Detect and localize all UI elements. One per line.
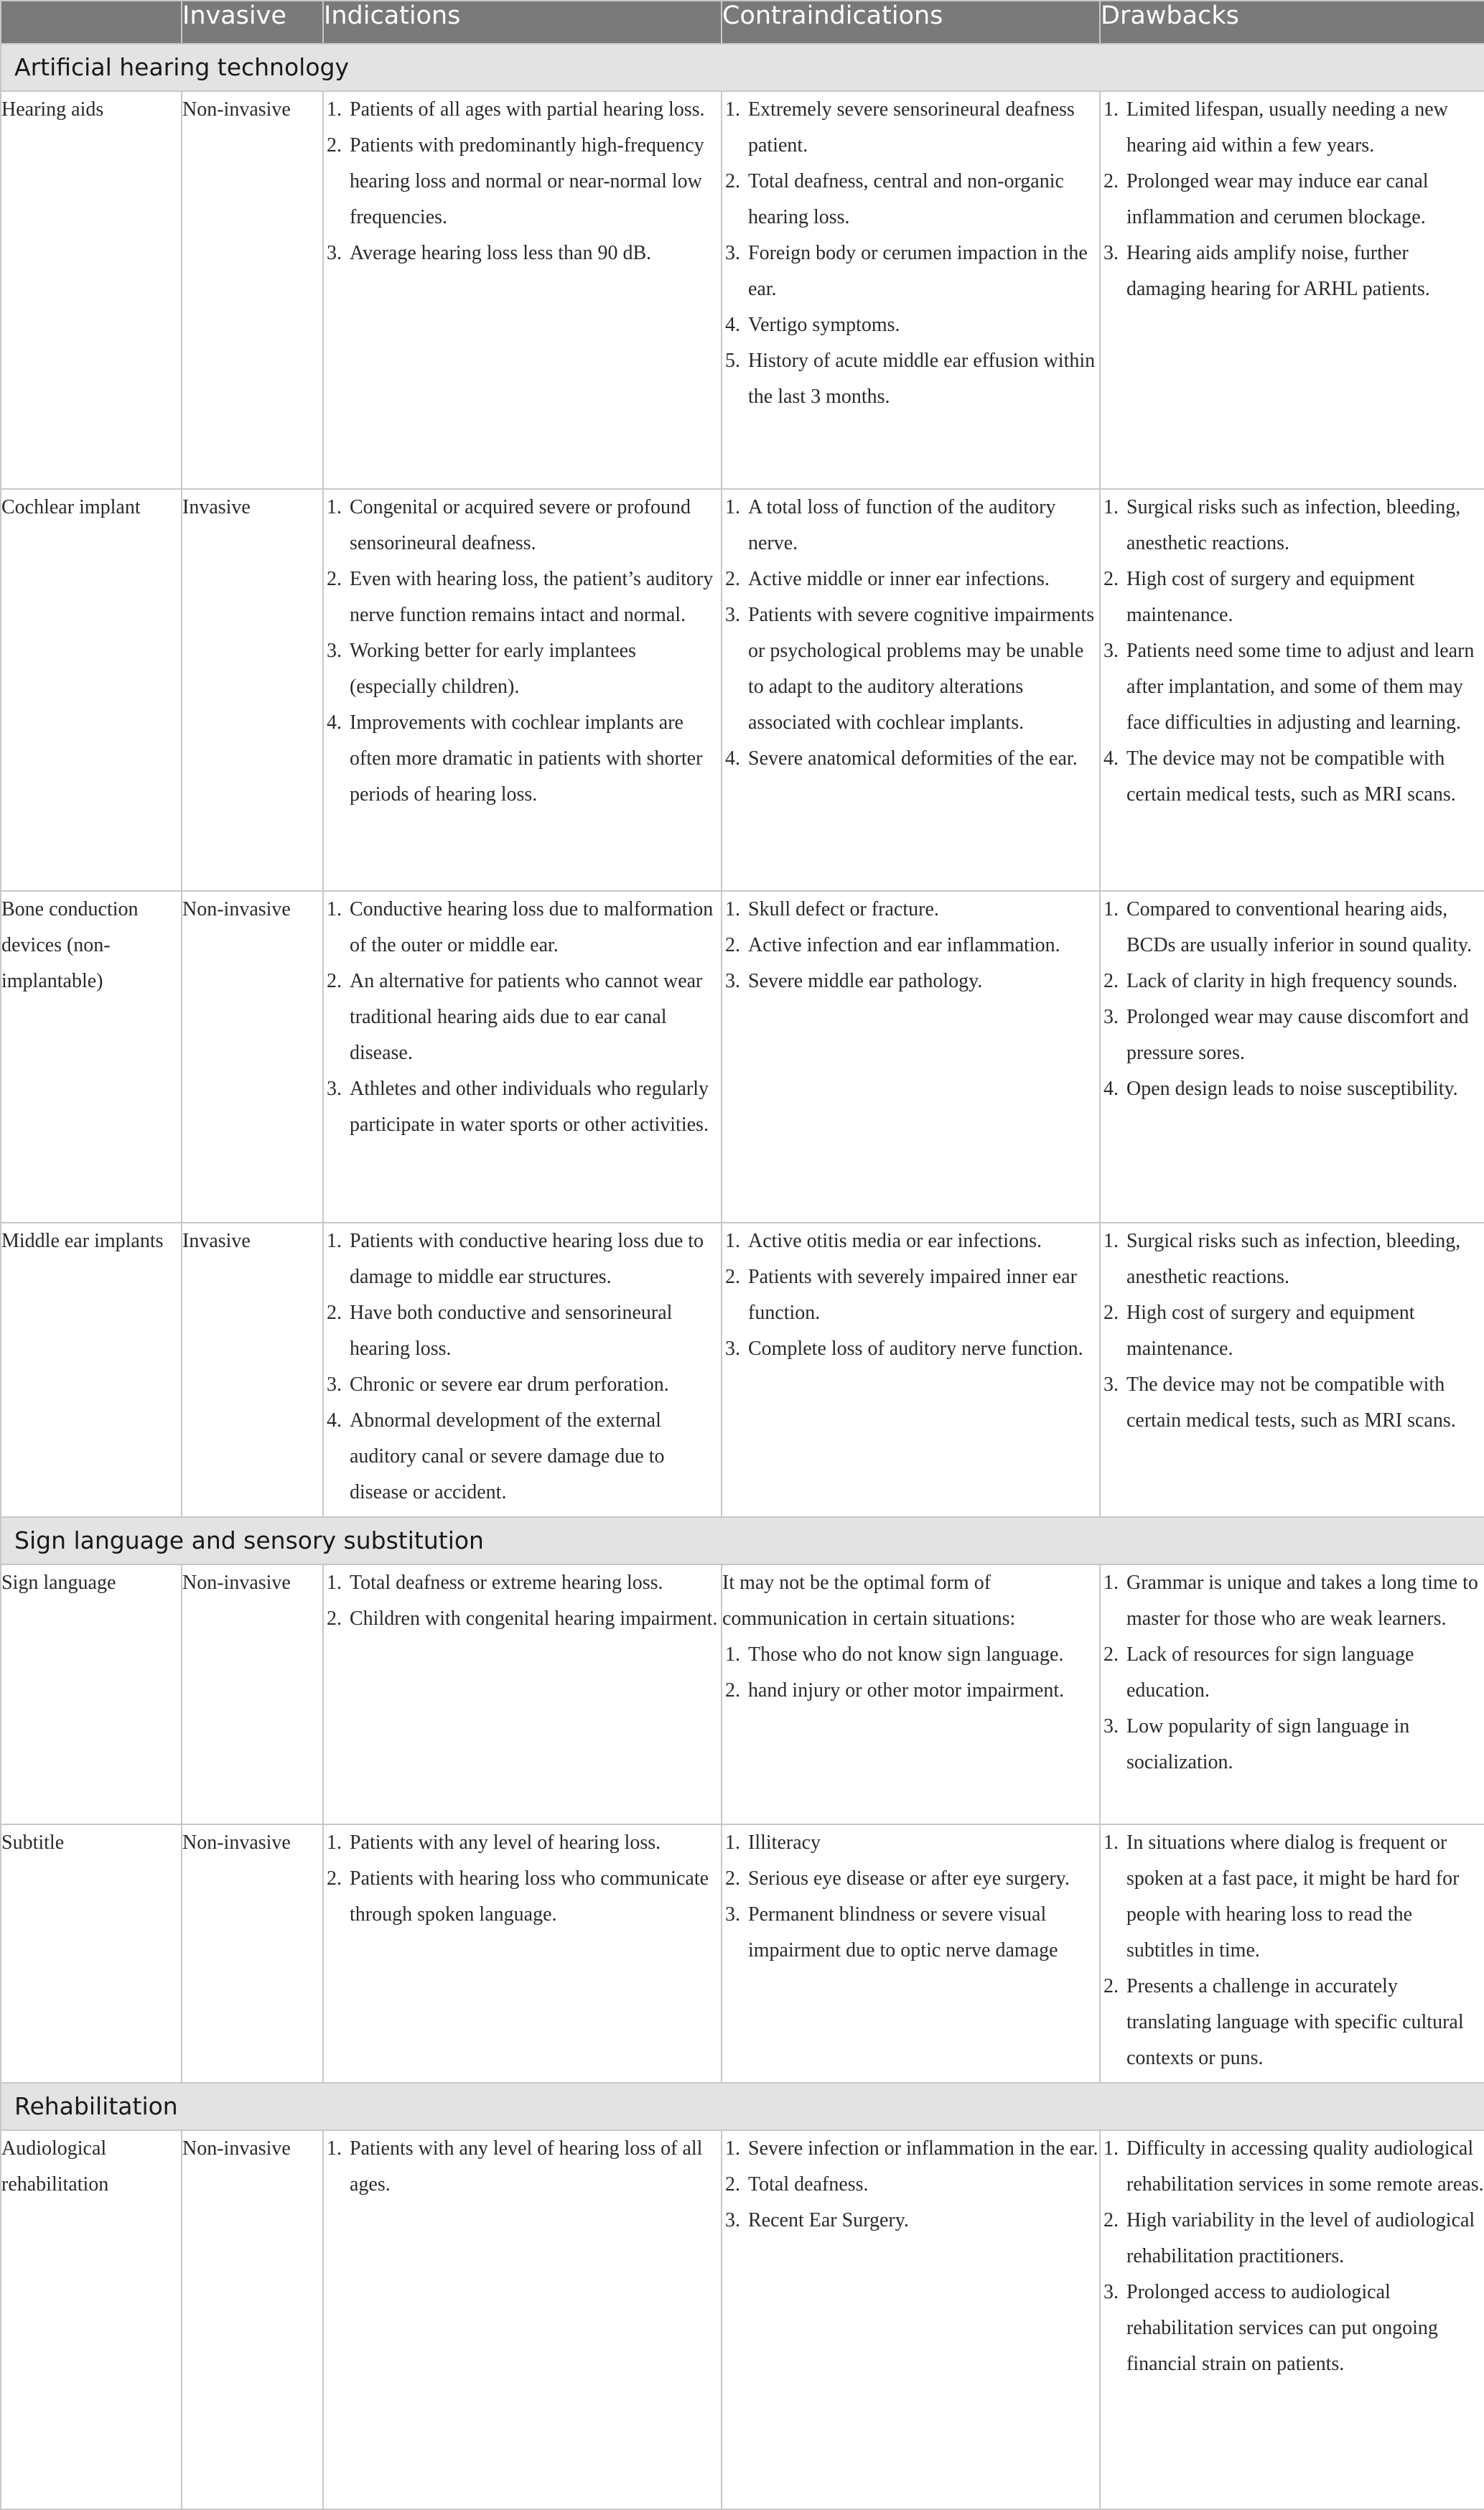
drawbacks-cell <box>1100 1223 1484 1517</box>
contraindication-item: 1. Those who do not know sign language. <box>745 1637 1099 1673</box>
drawback-item-list <box>1101 2131 1484 2382</box>
indication-item-list <box>324 2131 721 2203</box>
indication-item-list <box>324 1223 721 1511</box>
contraindication-item: 3. Permanent blindness or severe visual impairment due to optic nerve damage <box>745 1897 1099 1969</box>
technology-name: Cochlear implant <box>1 489 182 891</box>
technology-name: Bone conduction devices (non-implantable) <box>1 891 182 1223</box>
section-row <box>1 2083 1484 2130</box>
indication-item: 2. Children with congenital hearing impairment. <box>347 1601 721 1637</box>
header-invasive: Invasive <box>182 1 323 44</box>
indication-item: 2. Patients with hearing loss who communicate through spoken language. <box>347 1861 721 1933</box>
drawback-item: 3. Patients need some time to adjust and learn after implantation, and some of them may face difficulties in adjusting and learning. <box>1124 633 1484 741</box>
invasive-value: Non-invasive <box>182 1824 323 2083</box>
contraindications-intro: It may not be the optimal form of communication in certain situations: <box>722 1572 1016 1630</box>
drawback-item: 3. Low popularity of sign language in socialization. <box>1124 1709 1484 1781</box>
drawback-item: 4. Open design leads to noise susceptibility. <box>1124 1071 1484 1107</box>
indications-cell <box>323 91 722 489</box>
contraindication-item: 3. Complete loss of auditory nerve function. <box>745 1331 1099 1367</box>
drawback-item: 3. Prolonged access to audiological rehabilitation services can put ongoing financial strain on patients. <box>1124 2275 1484 2382</box>
contraindications-cell <box>722 891 1100 1223</box>
drawbacks-cell <box>1100 2130 1484 2509</box>
indication-item: 1. Patients with conductive hearing loss due to damage to middle ear structures. <box>347 1223 721 1295</box>
header-drawbacks: Drawbacks <box>1100 1 1484 44</box>
indications-cell <box>323 2130 722 2509</box>
indication-item: 1. Conductive hearing loss due to malformation of the outer or middle ear. <box>347 892 721 964</box>
contraindication-item-list <box>722 1223 1099 1367</box>
drawback-item: 2. High cost of surgery and equipment maintenance. <box>1124 1295 1484 1367</box>
contraindication-item: 2. Total deafness. <box>745 2167 1099 2203</box>
section-row <box>1 44 1484 91</box>
invasive-value: Non-invasive <box>182 891 323 1223</box>
indication-item: 1. Congenital or acquired severe or profound sensorineural deafness. <box>347 490 721 561</box>
contraindications-cell <box>722 2130 1100 2509</box>
indication-item: 3. Chronic or severe ear drum perforation. <box>347 1367 721 1403</box>
table-row <box>1 489 1484 891</box>
indication-item-list <box>324 92 721 271</box>
drawback-item: 3. Hearing aids amplify noise, further damaging hearing for ARHL patients. <box>1124 235 1484 307</box>
drawback-item: 4. The device may not be compatible with certain medical tests, such as MRI scans. <box>1124 741 1484 813</box>
drawback-item-list <box>1101 892 1484 1107</box>
contraindication-item-list <box>722 2131 1099 2239</box>
technology-name: Subtitle <box>1 1824 182 2083</box>
drawback-item: 3. Prolonged wear may cause discomfort and pressure sores. <box>1124 999 1484 1071</box>
contraindication-item: 1. Active otitis media or ear infections. <box>745 1223 1099 1259</box>
indication-item: 1. Patients with any level of hearing loss. <box>347 1825 721 1861</box>
drawback-item-list <box>1101 1825 1484 2076</box>
section-title: Sign language and sensory substitution <box>1 1517 1484 1564</box>
section-title: Rehabilitation <box>1 2083 1484 2130</box>
indication-item: 4. Improvements with cochlear implants are often more dramatic in patients with shorter periods of hearing loss. <box>347 705 721 813</box>
indication-item-list <box>324 892 721 1143</box>
invasive-value: Invasive <box>182 1223 323 1517</box>
indication-item: 4. Abnormal development of the external auditory canal or severe damage due to disease or accident. <box>347 1403 721 1511</box>
table-row <box>1 2130 1484 2509</box>
contraindication-item: 3. Foreign body or cerumen impaction in the ear. <box>745 235 1099 307</box>
indication-item: 1. Total deafness or extreme hearing loss. <box>347 1565 721 1601</box>
drawback-item: 1. Surgical risks such as infection, bleeding, anesthetic reactions. <box>1124 490 1484 561</box>
indication-item: 2. Have both conductive and sensorineural hearing loss. <box>347 1295 721 1367</box>
contraindication-item: 2. Patients with severely impaired inner ear function. <box>745 1259 1099 1331</box>
drawbacks-cell <box>1100 91 1484 489</box>
table-row <box>1 1564 1484 1824</box>
contraindication-item: 2. Active infection and ear inflammation. <box>745 928 1099 964</box>
indications-cell <box>323 489 722 891</box>
indications-cell <box>323 1223 722 1517</box>
drawback-item: 2. Lack of resources for sign language education. <box>1124 1637 1484 1709</box>
table-row <box>1 1824 1484 2083</box>
contraindication-item-list <box>722 892 1099 999</box>
drawback-item: 2. High cost of surgery and equipment maintenance. <box>1124 561 1484 633</box>
indication-item: 2. An alternative for patients who cannot wear traditional hearing aids due to ear canal disease. <box>347 964 721 1071</box>
indications-cell <box>323 1824 722 2083</box>
contraindications-cell <box>722 1564 1100 1824</box>
technology-name: Hearing aids <box>1 91 182 489</box>
header-technology <box>1 1 182 44</box>
drawback-item: 3. The device may not be compatible with certain medical tests, such as MRI scans. <box>1124 1367 1484 1439</box>
contraindication-item: 5. History of acute middle ear effusion within the last 3 months. <box>745 343 1099 415</box>
contraindication-item: 1. Illiteracy <box>745 1825 1099 1861</box>
table-header <box>1 1 1484 44</box>
contraindication-item-list <box>722 490 1099 777</box>
drawbacks-cell <box>1100 891 1484 1223</box>
indication-item-list <box>324 490 721 813</box>
table-row <box>1 1223 1484 1517</box>
contraindications-cell <box>722 91 1100 489</box>
contraindication-item: 2. Active middle or inner ear infections. <box>745 561 1099 597</box>
indication-item: 2. Even with hearing loss, the patient’s auditory nerve function remains intact and normal. <box>347 561 721 633</box>
drawback-item: 1. Surgical risks such as infection, bleeding, anesthetic reactions. <box>1124 1223 1484 1295</box>
contraindication-item: 3. Patients with severe cognitive impairments or psychological problems may be unable to adapt to the auditory alterations associated with cochlear implants. <box>745 597 1099 741</box>
contraindication-item: 3. Recent Ear Surgery. <box>745 2203 1099 2239</box>
drawbacks-cell <box>1100 489 1484 891</box>
contraindications-cell <box>722 1223 1100 1517</box>
drawbacks-cell <box>1100 1824 1484 2083</box>
indication-item: 3. Working better for early implantees (especially children). <box>347 633 721 705</box>
indication-item: 3. Average hearing loss less than 90 dB. <box>347 235 721 271</box>
indications-cell <box>323 1564 722 1824</box>
drawback-item: 2. Lack of clarity in high frequency sounds. <box>1124 964 1484 999</box>
table-body <box>1 44 1484 2509</box>
drawback-item: 1. Difficulty in accessing quality audiological rehabilitation services in some remote areas. <box>1124 2131 1484 2203</box>
contraindication-item-list <box>722 92 1099 415</box>
drawback-item: 1. Limited lifespan, usually needing a new hearing aid within a few years. <box>1124 92 1484 164</box>
contraindications-cell <box>722 1824 1100 2083</box>
drawback-item: 2. Presents a challenge in accurately translating language with specific cultural contexts or puns. <box>1124 1969 1484 2076</box>
contraindication-item: 3. Severe middle ear pathology. <box>745 964 1099 999</box>
contraindications-cell <box>722 489 1100 891</box>
technology-name: Sign language <box>1 1564 182 1824</box>
drawbacks-cell <box>1100 1564 1484 1824</box>
header-indications: Indications <box>323 1 722 44</box>
invasive-value: Non-invasive <box>182 1564 323 1824</box>
contraindication-item-list <box>722 1637 1099 1709</box>
table-row <box>1 91 1484 489</box>
section-title: Artificial hearing technology <box>1 44 1484 91</box>
indication-item-list <box>324 1565 721 1637</box>
technology-name: Audiological rehabilitation <box>1 2130 182 2509</box>
drawback-item: 2. High variability in the level of audiological rehabilitation practitioners. <box>1124 2203 1484 2275</box>
indications-cell <box>323 891 722 1223</box>
contraindication-item: 1. A total loss of function of the auditory nerve. <box>745 490 1099 561</box>
invasive-value: Invasive <box>182 489 323 891</box>
contraindication-item: 2. Total deafness, central and non-organic hearing loss. <box>745 164 1099 235</box>
indication-item: 1. Patients of all ages with partial hearing loss. <box>347 92 721 128</box>
contraindication-item: 4. Vertigo symptoms. <box>745 307 1099 343</box>
contraindication-item: 1. Extremely severe sensorineural deafness patient. <box>745 92 1099 164</box>
drawback-item: 2. Prolonged wear may induce ear canal inflammation and cerumen blockage. <box>1124 164 1484 235</box>
drawback-item-list <box>1101 1223 1484 1439</box>
contraindication-item-list <box>722 1825 1099 1969</box>
invasive-value: Non-invasive <box>182 2130 323 2509</box>
drawback-item: 1. Grammar is unique and takes a long time to master for those who are weak learners. <box>1124 1565 1484 1637</box>
indication-item: 3. Athletes and other individuals who regularly participate in water sports or other activities. <box>347 1071 721 1143</box>
contraindication-item: 2. Serious eye disease or after eye surgery. <box>745 1861 1099 1897</box>
indication-item: 2. Patients with predominantly high-frequency hearing loss and normal or near-normal low frequencies. <box>347 128 721 235</box>
section-row <box>1 1517 1484 1564</box>
drawback-item-list <box>1101 92 1484 307</box>
technology-name: Middle ear implants <box>1 1223 182 1517</box>
contraindication-item: 1. Skull defect or fracture. <box>745 892 1099 928</box>
invasive-value: Non-invasive <box>182 91 323 489</box>
header-contraindications: Contraindications <box>722 1 1100 44</box>
table-row <box>1 891 1484 1223</box>
header-row <box>1 1 1484 44</box>
drawback-item-list <box>1101 1565 1484 1781</box>
indication-item-list <box>324 1825 721 1933</box>
drawback-item-list <box>1101 490 1484 813</box>
contraindication-item: 1. Severe infection or inflammation in the ear. <box>745 2131 1099 2167</box>
drawback-item: 1. In situations where dialog is frequent or spoken at a fast pace, it might be hard for people with hearing loss to read the subtitles in time. <box>1124 1825 1484 1969</box>
indication-item: 1. Patients with any level of hearing loss of all ages. <box>347 2131 721 2203</box>
drawback-item: 1. Compared to conventional hearing aids, BCDs are usually inferior in sound quality. <box>1124 892 1484 964</box>
contraindication-item: 4. Severe anatomical deformities of the ear. <box>745 741 1099 777</box>
contraindication-item: 2. hand injury or other motor impairment. <box>745 1673 1099 1709</box>
